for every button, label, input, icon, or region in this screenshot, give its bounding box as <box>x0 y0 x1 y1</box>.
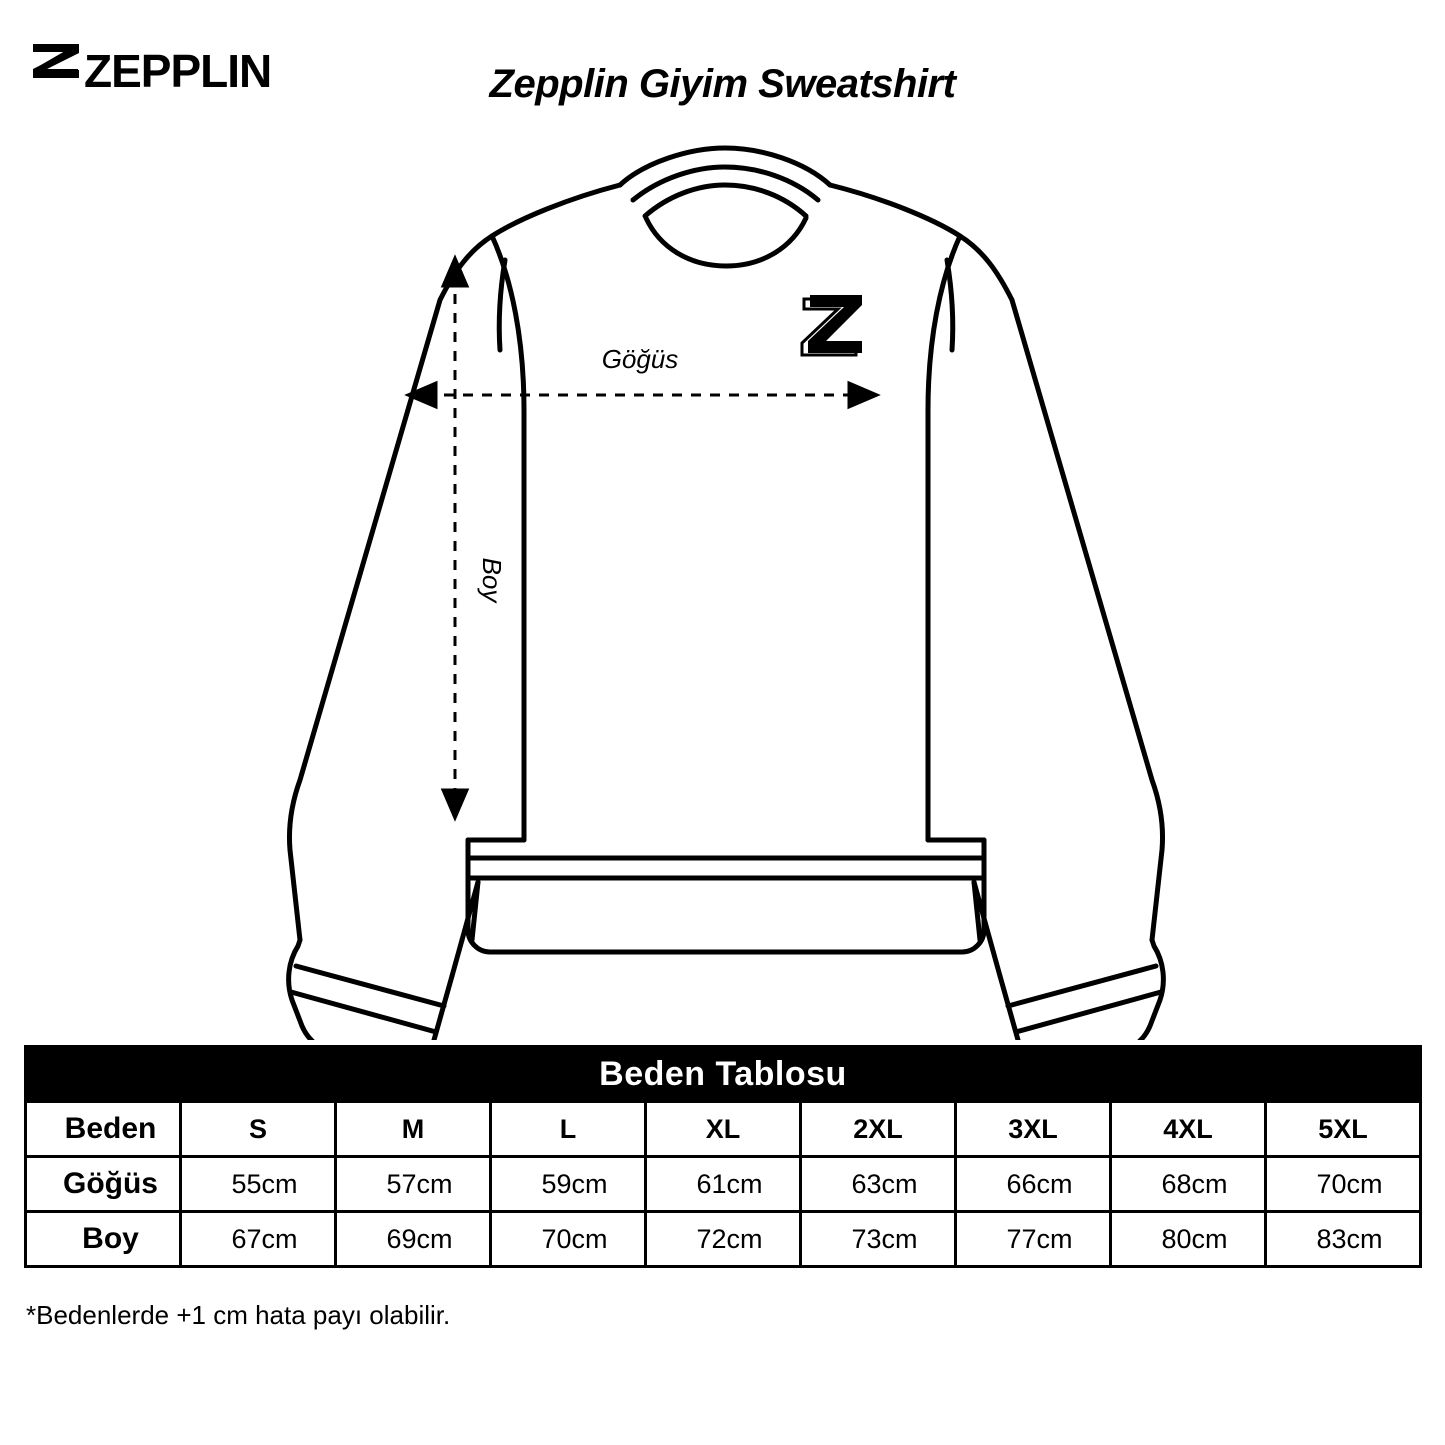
size-table-wrap <box>24 1045 1422 1268</box>
cell-gogus-s: 55cm <box>181 1157 336 1212</box>
tolerance-note: *Bedenlerde +1 cm hata payı olabilir. <box>26 1300 451 1330</box>
row-label-gogus: Göğüs <box>26 1157 181 1212</box>
cell-gogus-m: 57cm <box>336 1157 491 1212</box>
page-title-bold: Sweatshirt <box>758 62 956 106</box>
cell-boy-xl: 72cm <box>646 1212 801 1267</box>
row-label-boy: Boy <box>26 1212 181 1267</box>
column-header-l: L <box>491 1102 646 1157</box>
column-header-4xl: 4XL <box>1111 1102 1266 1157</box>
cell-boy-5xl: 83cm <box>1266 1212 1421 1267</box>
table-header-row <box>26 1102 1421 1157</box>
column-header-beden: Beden <box>26 1102 181 1157</box>
table-title: Beden Tablosu <box>26 1047 1421 1102</box>
zepplin-z-badge-icon <box>802 295 862 355</box>
column-header-5xl: 5XL <box>1266 1102 1421 1157</box>
cell-boy-m: 69cm <box>336 1212 491 1267</box>
length-label: Boy <box>477 557 507 603</box>
column-header-s: S <box>181 1102 336 1157</box>
cell-boy-2xl: 73cm <box>801 1212 956 1267</box>
cell-gogus-4xl: 68cm <box>1111 1157 1266 1212</box>
sweatshirt-outline-icon <box>0 140 1445 1040</box>
cell-gogus-l: 59cm <box>491 1157 646 1212</box>
brand-name: ZEPPLIN <box>84 45 272 97</box>
chest-label: Göğüs <box>601 344 679 374</box>
page-title <box>0 62 1445 107</box>
column-header-xl: XL <box>646 1102 801 1157</box>
page-title-light: Zepplin Giyim <box>489 62 748 106</box>
cell-boy-4xl: 80cm <box>1111 1212 1266 1267</box>
cell-boy-l: 70cm <box>491 1212 646 1267</box>
cell-gogus-2xl: 63cm <box>801 1157 956 1212</box>
column-header-m: M <box>336 1102 491 1157</box>
garment-illustration <box>0 140 1445 1040</box>
table-row <box>26 1157 1421 1212</box>
cell-boy-s: 67cm <box>181 1212 336 1267</box>
table-title-row <box>26 1047 1421 1102</box>
size-table <box>24 1045 1422 1268</box>
cell-gogus-3xl: 66cm <box>956 1157 1111 1212</box>
cell-gogus-5xl: 70cm <box>1266 1157 1421 1212</box>
table-row <box>26 1212 1421 1267</box>
column-header-3xl: 3XL <box>956 1102 1111 1157</box>
page-header <box>0 0 1445 140</box>
column-header-2xl: 2XL <box>801 1102 956 1157</box>
cell-gogus-xl: 61cm <box>646 1157 801 1212</box>
cell-boy-3xl: 77cm <box>956 1212 1111 1267</box>
